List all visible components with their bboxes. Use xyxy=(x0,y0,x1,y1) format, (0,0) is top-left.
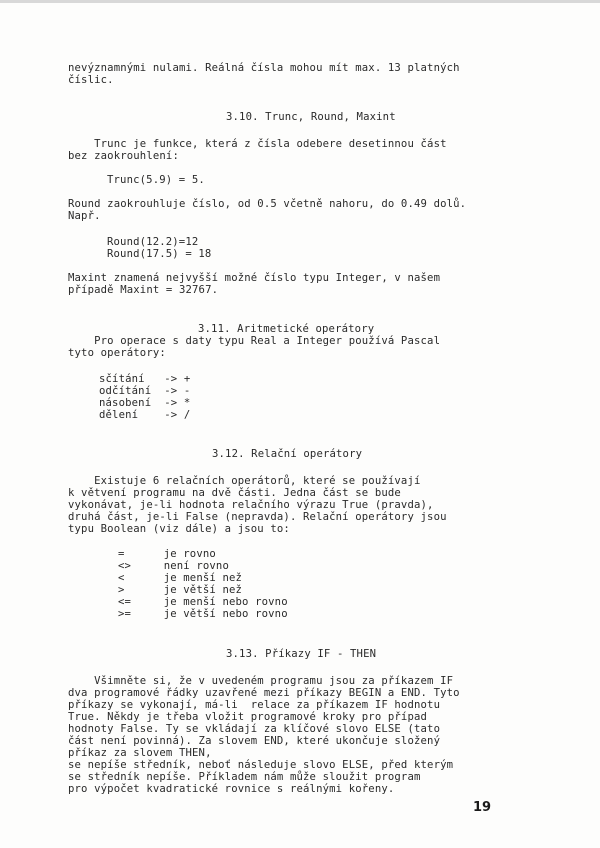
relation-row: >= je větší nebo rovno xyxy=(118,608,288,620)
paragraph-line: k větvení programu na dvě části. Jedna část se bude xyxy=(68,487,401,499)
intro-line: nevýznamnými nulami. Reálná čísla mohou mít max. 13 platných xyxy=(68,62,460,74)
paragraph-line: Např. xyxy=(68,210,101,222)
paragraph-line: Pro operace s daty typu Real a Integer používá Pascal xyxy=(68,335,441,347)
paragraph-line: část není povinná). Za slovem END, které ukončuje složený xyxy=(68,735,441,747)
code-example: Round(12.2)=12 xyxy=(107,236,199,248)
operator-row: odčítání -> - xyxy=(99,385,191,397)
relation-row: < je menší než xyxy=(118,572,243,584)
paragraph-line: bez zaokrouhlení: xyxy=(68,150,179,162)
page-number: 19 xyxy=(473,800,492,815)
relation-row: <> není rovno xyxy=(118,560,229,572)
scan-edge xyxy=(0,0,600,3)
paragraph-line: dva programové řádky uzavřené mezi příkazy BEGIN a END. Tyto xyxy=(68,687,460,699)
intro-line: číslic. xyxy=(68,74,114,86)
paragraph-line: příkazy se vykonají, má-li relace za příkazem IF hodnotu xyxy=(68,699,441,711)
relation-row: = je rovno xyxy=(118,548,216,560)
section-heading: 3.10. Trunc, Round, Maxint xyxy=(226,111,396,123)
operator-row: násobení -> * xyxy=(99,397,191,409)
paragraph-line: Round zaokrouhluje číslo, od 0.5 včetně nahoru, do 0.49 dolů. xyxy=(68,198,467,210)
paragraph-line: se středník nepíše. Příkladem nám může sloužit program xyxy=(68,771,421,783)
relation-row: > je větší než xyxy=(118,584,243,596)
paragraph-line: druhá část, je-li False (nepravda). Relační operátory jsou xyxy=(68,511,447,523)
paragraph-line: typu Boolean (viz dále) a jsou to: xyxy=(68,523,290,535)
section-heading: 3.12. Relační operátory xyxy=(212,448,363,460)
code-example: Trunc(5.9) = 5. xyxy=(107,174,205,186)
section-heading: 3.11. Aritmetické operátory xyxy=(198,323,375,335)
paragraph-line: případě Maxint = 32767. xyxy=(68,284,219,296)
paragraph-line: vykonávat, je-li hodnota relačního výrazu True (pravda), xyxy=(68,499,434,511)
paragraph-line: se nepíše středník, neboť následuje slovo ELSE, před kterým xyxy=(68,759,454,771)
paragraph-line: hodnoty False. Ty se vkládají za klíčové slovo ELSE (tato xyxy=(68,723,441,735)
code-example: Round(17.5) = 18 xyxy=(107,248,212,260)
paragraph-line: Trunc je funkce, která z čísla odebere desetinnou část xyxy=(68,138,447,150)
operator-row: dělení -> / xyxy=(99,409,191,421)
paragraph-line: příkaz za slovem THEN, xyxy=(68,747,212,759)
paragraph-line: pro výpočet kvadratické rovnice s reálnými kořeny. xyxy=(68,783,395,795)
operator-row: sčítání -> + xyxy=(99,373,191,385)
paragraph-line: Existuje 6 relačních operátorů, které se používají xyxy=(68,475,421,487)
section-heading: 3.13. Příkazy IF - THEN xyxy=(226,648,377,660)
paragraph-line: Všimněte si, že v uvedeném programu jsou za příkazem IF xyxy=(68,675,454,687)
paragraph-line: tyto operátory: xyxy=(68,347,166,359)
relation-row: <= je menší nebo rovno xyxy=(118,596,288,608)
paragraph-line: Maxint znamená nejvyšší možné číslo typu Integer, v našem xyxy=(68,272,441,284)
paragraph-line: True. Někdy je třeba vložit programové kroky pro případ xyxy=(68,711,428,723)
